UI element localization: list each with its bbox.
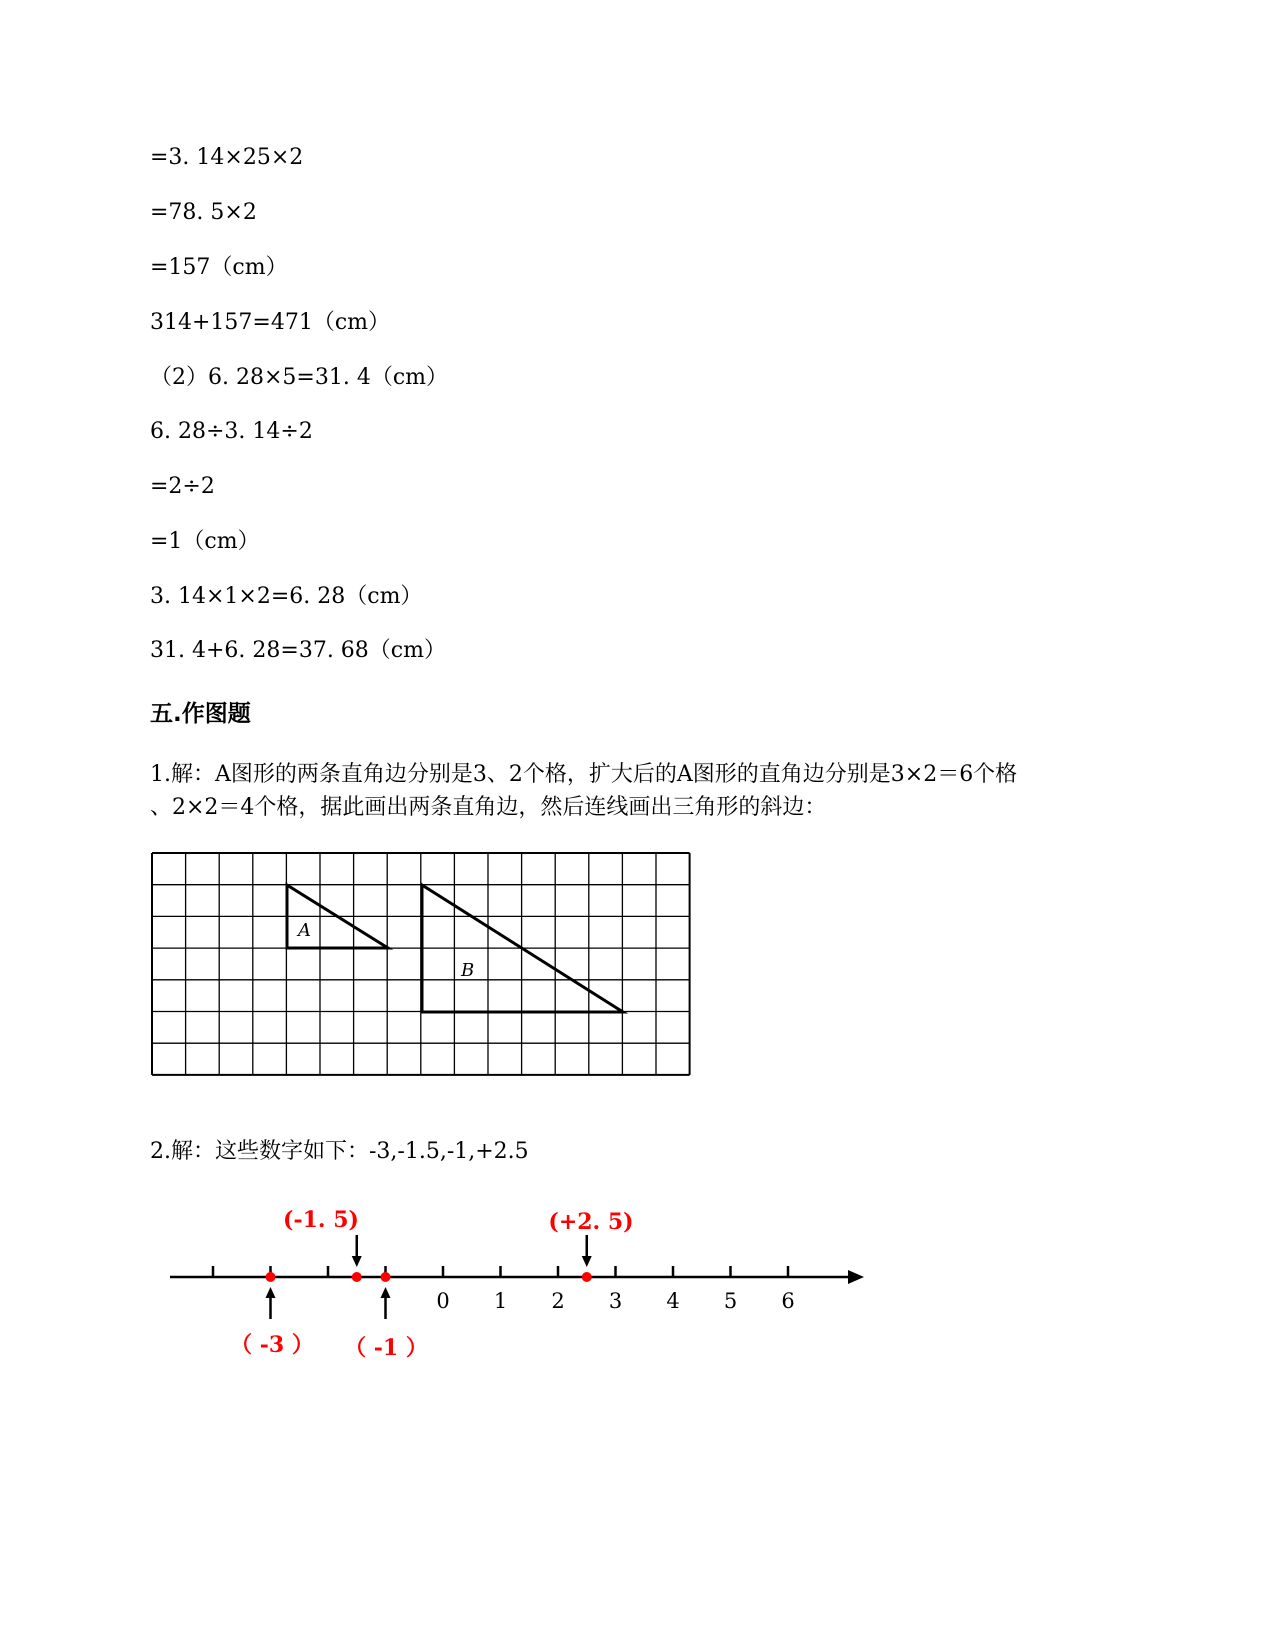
number-line-tick-label: 0 bbox=[436, 1289, 450, 1313]
calc-line-2: =78. 5×2 bbox=[150, 200, 257, 225]
calc-line-1: =3. 14×25×2 bbox=[150, 145, 304, 170]
calc-line-7: =2÷2 bbox=[150, 474, 215, 499]
label-minus-1: （ -1 ） bbox=[344, 1335, 428, 1361]
number-line-point bbox=[352, 1272, 362, 1282]
triangle-b-label: B bbox=[461, 960, 475, 981]
number-line-tick-label: 2 bbox=[551, 1289, 565, 1313]
calc-line-4: 314+157=471（cm） bbox=[150, 310, 391, 335]
q2-line: 2.解：这些数字如下：-3,-1.5,-1,+2.5 bbox=[150, 1139, 529, 1164]
number-line-point bbox=[582, 1272, 592, 1282]
triangle-a-label: A bbox=[298, 920, 311, 941]
q1-line-1: 1.解：A图形的两条直角边分别是3、2个格，扩大后的A图形的直角边分别是3×2＝6个格 bbox=[150, 762, 1018, 787]
number-line-point bbox=[381, 1272, 391, 1282]
number-line-tick-label: 4 bbox=[666, 1289, 680, 1313]
label-minus-3: （ -3 ） bbox=[230, 1332, 314, 1358]
number-line-tick-label: 3 bbox=[608, 1289, 623, 1313]
number-line-ticks bbox=[213, 1266, 788, 1277]
calc-line-10: 31. 4+6. 28=37. 68（cm） bbox=[150, 638, 446, 663]
number-line-tick-label: 1 bbox=[493, 1289, 508, 1313]
calc-line-8: =1（cm） bbox=[150, 529, 260, 554]
number-line-pointer-head bbox=[352, 1256, 362, 1267]
number-line-pointer-head bbox=[582, 1256, 592, 1267]
label-minus-1-5: (-1. 5) bbox=[283, 1207, 359, 1233]
calc-line-3: =157（cm） bbox=[150, 255, 288, 280]
number-line-figure bbox=[150, 1195, 880, 1375]
number-line-pointer-head bbox=[381, 1287, 391, 1298]
number-line-arrowhead bbox=[848, 1270, 864, 1284]
section-title: 五.作图题 bbox=[150, 701, 251, 727]
calc-line-9: 3. 14×1×2=6. 28（cm） bbox=[150, 584, 423, 609]
number-line-tick-labels bbox=[436, 1289, 794, 1313]
calc-line-5: （2）6. 28×5=31. 4（cm） bbox=[150, 365, 448, 390]
calc-line-6: 6. 28÷3. 14÷2 bbox=[150, 419, 313, 444]
grid-figure bbox=[150, 850, 695, 1082]
number-line-pointer-head bbox=[266, 1287, 276, 1298]
label-plus-2-5: (+2. 5) bbox=[548, 1209, 634, 1235]
q1-line-2: 、2×2＝4个格，据此画出两条直角边，然后连线画出三角形的斜边： bbox=[150, 795, 827, 820]
number-line-tick-label: 5 bbox=[723, 1289, 738, 1313]
number-line-tick-label: 6 bbox=[781, 1289, 795, 1313]
number-line-point bbox=[266, 1272, 276, 1282]
